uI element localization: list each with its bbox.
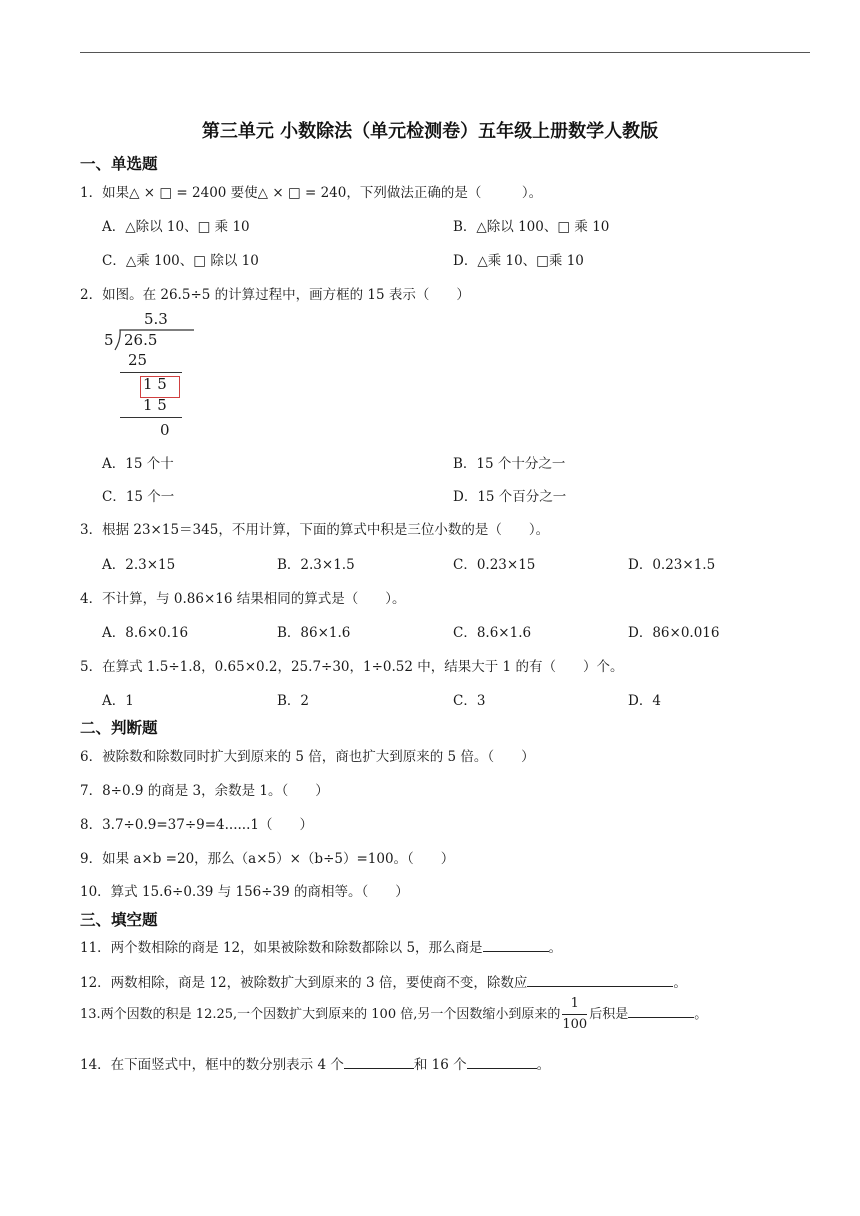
question-14-text: 14．在下面竖式中，框中的数分别表示 4 个: [80, 1057, 344, 1073]
division-divisor: 5: [104, 331, 114, 349]
question-1-option-c: C．△乘 100、□ 除以 10: [102, 253, 259, 269]
fraction-one-hundredth: [562, 994, 587, 1035]
question-4-option-b: B．86×1.6: [277, 625, 351, 641]
question-2-option-b: B．15 个十分之一: [453, 456, 566, 472]
question-10: 10．算式 15.6÷0.39 与 156÷39 的商相等。（ ）: [80, 884, 409, 900]
question-13: [80, 994, 707, 1035]
question-1-option-a: A．△除以 10、□ 乘 10: [102, 219, 250, 235]
section-heading-fill-in: 三、填空题: [80, 911, 158, 929]
division-remainder: 0: [160, 421, 170, 439]
question-7: 7．8÷0.9 的商是 3，余数是 1。（ ）: [80, 783, 329, 799]
header-rule: [80, 52, 810, 53]
question-8: 8．3.7÷0.9=37÷9=4......1（ ）: [80, 817, 313, 833]
question-5-stem: 5．在算式 1.5÷1.8，0.65×0.2，25.7÷30，1÷0.52 中，结果大于 1 的有（ ）个。: [80, 659, 624, 675]
question-3-option-a: A．2.3×15: [102, 557, 176, 573]
question-1-option-d: D．△乘 10、□乘 10: [453, 253, 584, 269]
question-2-option-c: C．15 个一: [102, 489, 175, 505]
division-quotient: 5.3: [144, 310, 168, 328]
question-3-option-c: C．0.23×15: [453, 557, 536, 573]
division-boxed-number: 1 5: [143, 375, 167, 393]
question-13-text: 13.两个因数的积是 12.25,一个因数扩大到原来的 100 倍,另一个因数缩小到原来的: [80, 1007, 561, 1022]
question-2-stem: 2．如图。在 26.5÷5 的计算过程中，画方框的 15 表示（ ）: [80, 287, 470, 303]
question-14-end: 。: [536, 1057, 551, 1073]
division-line-2: [120, 417, 182, 418]
question-14: [80, 1053, 550, 1073]
question-5-option-c: C．3: [453, 693, 486, 709]
question-13-end: 。: [694, 1007, 708, 1022]
section-heading-true-false: 二、判断题: [80, 719, 158, 737]
question-12-text: 12．两数相除，商是 12，被除数扩大到原来的 3 倍，要使商不变，除数应: [80, 975, 528, 991]
question-2-option-a: A．15 个十: [102, 456, 174, 472]
question-5-option-a: A．1: [102, 693, 134, 709]
answer-blank-14a[interactable]: [344, 1055, 414, 1070]
question-13-mid: 后积是: [589, 1007, 629, 1022]
question-3-option-b: B．2.3×1.5: [277, 557, 355, 573]
question-1-stem: 1．如果△ × □ = 2400 要使△ × □ = 240，下列做法正确的是（ ）。: [80, 185, 543, 201]
question-11: [80, 936, 562, 956]
question-3-option-d: D．0.23×1.5: [628, 557, 716, 573]
answer-blank-11[interactable]: [483, 938, 549, 953]
question-4-option-c: C．8.6×1.6: [453, 625, 532, 641]
question-14-mid: 和 16 个: [413, 1057, 467, 1073]
question-12-end: 。: [673, 975, 687, 991]
page-title: 第三单元 小数除法（单元检测卷）五年级上册数学人教版: [201, 121, 659, 142]
question-5-option-d: D．4: [628, 693, 661, 709]
long-division-figure: [102, 310, 194, 442]
answer-blank-12[interactable]: [527, 973, 673, 988]
section-heading-single-choice: 一、单选题: [80, 155, 158, 173]
question-9: 9．如果 a×b =20，那么（a×5）×（b÷5）=100。（ ）: [80, 851, 455, 867]
question-11-text: 11．两个数相除的商是 12，如果被除数和除数都除以 5，那么商是: [80, 940, 483, 956]
answer-blank-13[interactable]: [628, 1004, 694, 1018]
question-5-option-b: B．2: [277, 693, 310, 709]
question-3-stem: 3．根据 23×15＝345，不用计算，下面的算式中积是三位小数的是（ ）。: [80, 522, 550, 538]
fraction-denominator: 100: [562, 1017, 588, 1032]
question-11-end: 。: [548, 940, 563, 956]
question-4-option-d: D．86×0.016: [628, 625, 720, 641]
answer-blank-14b[interactable]: [467, 1055, 537, 1070]
division-line-1: [120, 372, 182, 373]
question-6: 6．被除数和除数同时扩大到原来的 5 倍，商也扩大到原来的 5 倍。（ ）: [80, 749, 535, 765]
division-dividend: 26.5: [124, 331, 158, 349]
division-subtrahend-1: 25: [128, 351, 148, 369]
question-1-option-b: B．△除以 100、□ 乘 10: [453, 219, 610, 235]
fraction-numerator: 1: [562, 994, 587, 1015]
question-4-stem: 4．不计算，与 0.86×16 结果相同的算式是（ ）。: [80, 591, 406, 607]
question-4-option-a: A．8.6×0.16: [102, 625, 189, 641]
question-2-option-d: D．15 个百分之一: [453, 489, 567, 505]
question-12: [80, 971, 687, 991]
division-subtrahend-2: 1 5: [143, 396, 167, 414]
